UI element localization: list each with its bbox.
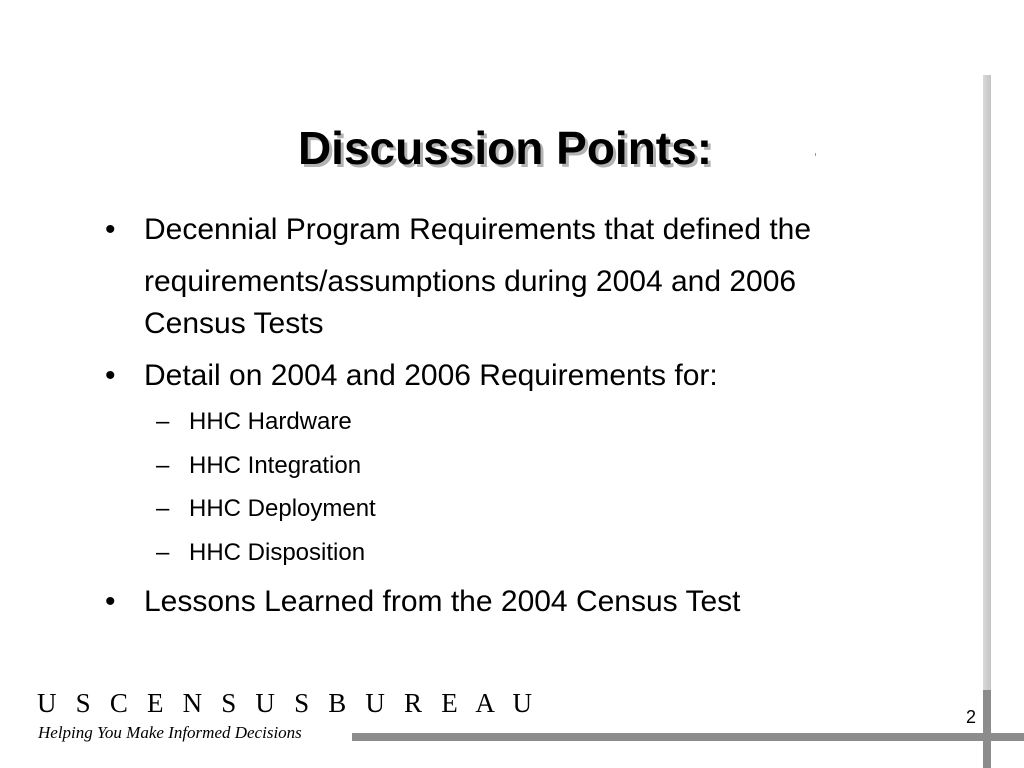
sub-item-hhc-disposition: [0, 538, 1024, 568]
list-item-decennial-requirements: [0, 211, 1024, 341]
list-item-line: Lessons Learned from the 2004 Census Test: [144, 585, 741, 618]
list-item-line: Census Tests: [144, 307, 324, 340]
sub-item-hhc-hardware: [0, 407, 1024, 437]
footer-rule: [352, 733, 1024, 741]
dash-marker: –: [156, 408, 170, 435]
sub-item-label: HHC Disposition: [189, 539, 366, 566]
bullet-marker: •: [105, 585, 116, 618]
list-item-line: Detail on 2004 and 2006 Requirements for:: [144, 359, 718, 392]
dash-marker: –: [156, 539, 170, 566]
bullet-marker: •: [105, 213, 116, 246]
sub-item-hhc-integration: [0, 451, 1024, 481]
census-bureau-logo-text: U S C E N S U S B U R E A U: [37, 688, 539, 718]
dash-marker: –: [156, 452, 170, 479]
sub-item-label: HHC Integration: [189, 452, 362, 479]
list-item-line: requirements/assumptions during 2004 and 2006: [144, 265, 797, 298]
list-item-lessons-learned: [0, 583, 1024, 623]
vertical-rule: [983, 75, 991, 768]
bullet-marker: •: [105, 359, 116, 392]
footer-tagline: Helping You Make Informed Decisions: [38, 723, 302, 742]
sub-item-label: HHC Hardware: [189, 408, 352, 435]
page-number: 2: [966, 707, 977, 727]
slide-title: Discussion Points:: [297, 122, 713, 174]
list-item-detail-requirements: [0, 357, 1024, 397]
vertical-rule-accent: [983, 690, 991, 768]
list-item-line: Decennial Program Requirements that defined the: [144, 213, 812, 246]
dash-marker: –: [156, 495, 170, 522]
sub-item-hhc-deployment: [0, 494, 1024, 524]
sub-item-label: HHC Deployment: [189, 495, 376, 522]
